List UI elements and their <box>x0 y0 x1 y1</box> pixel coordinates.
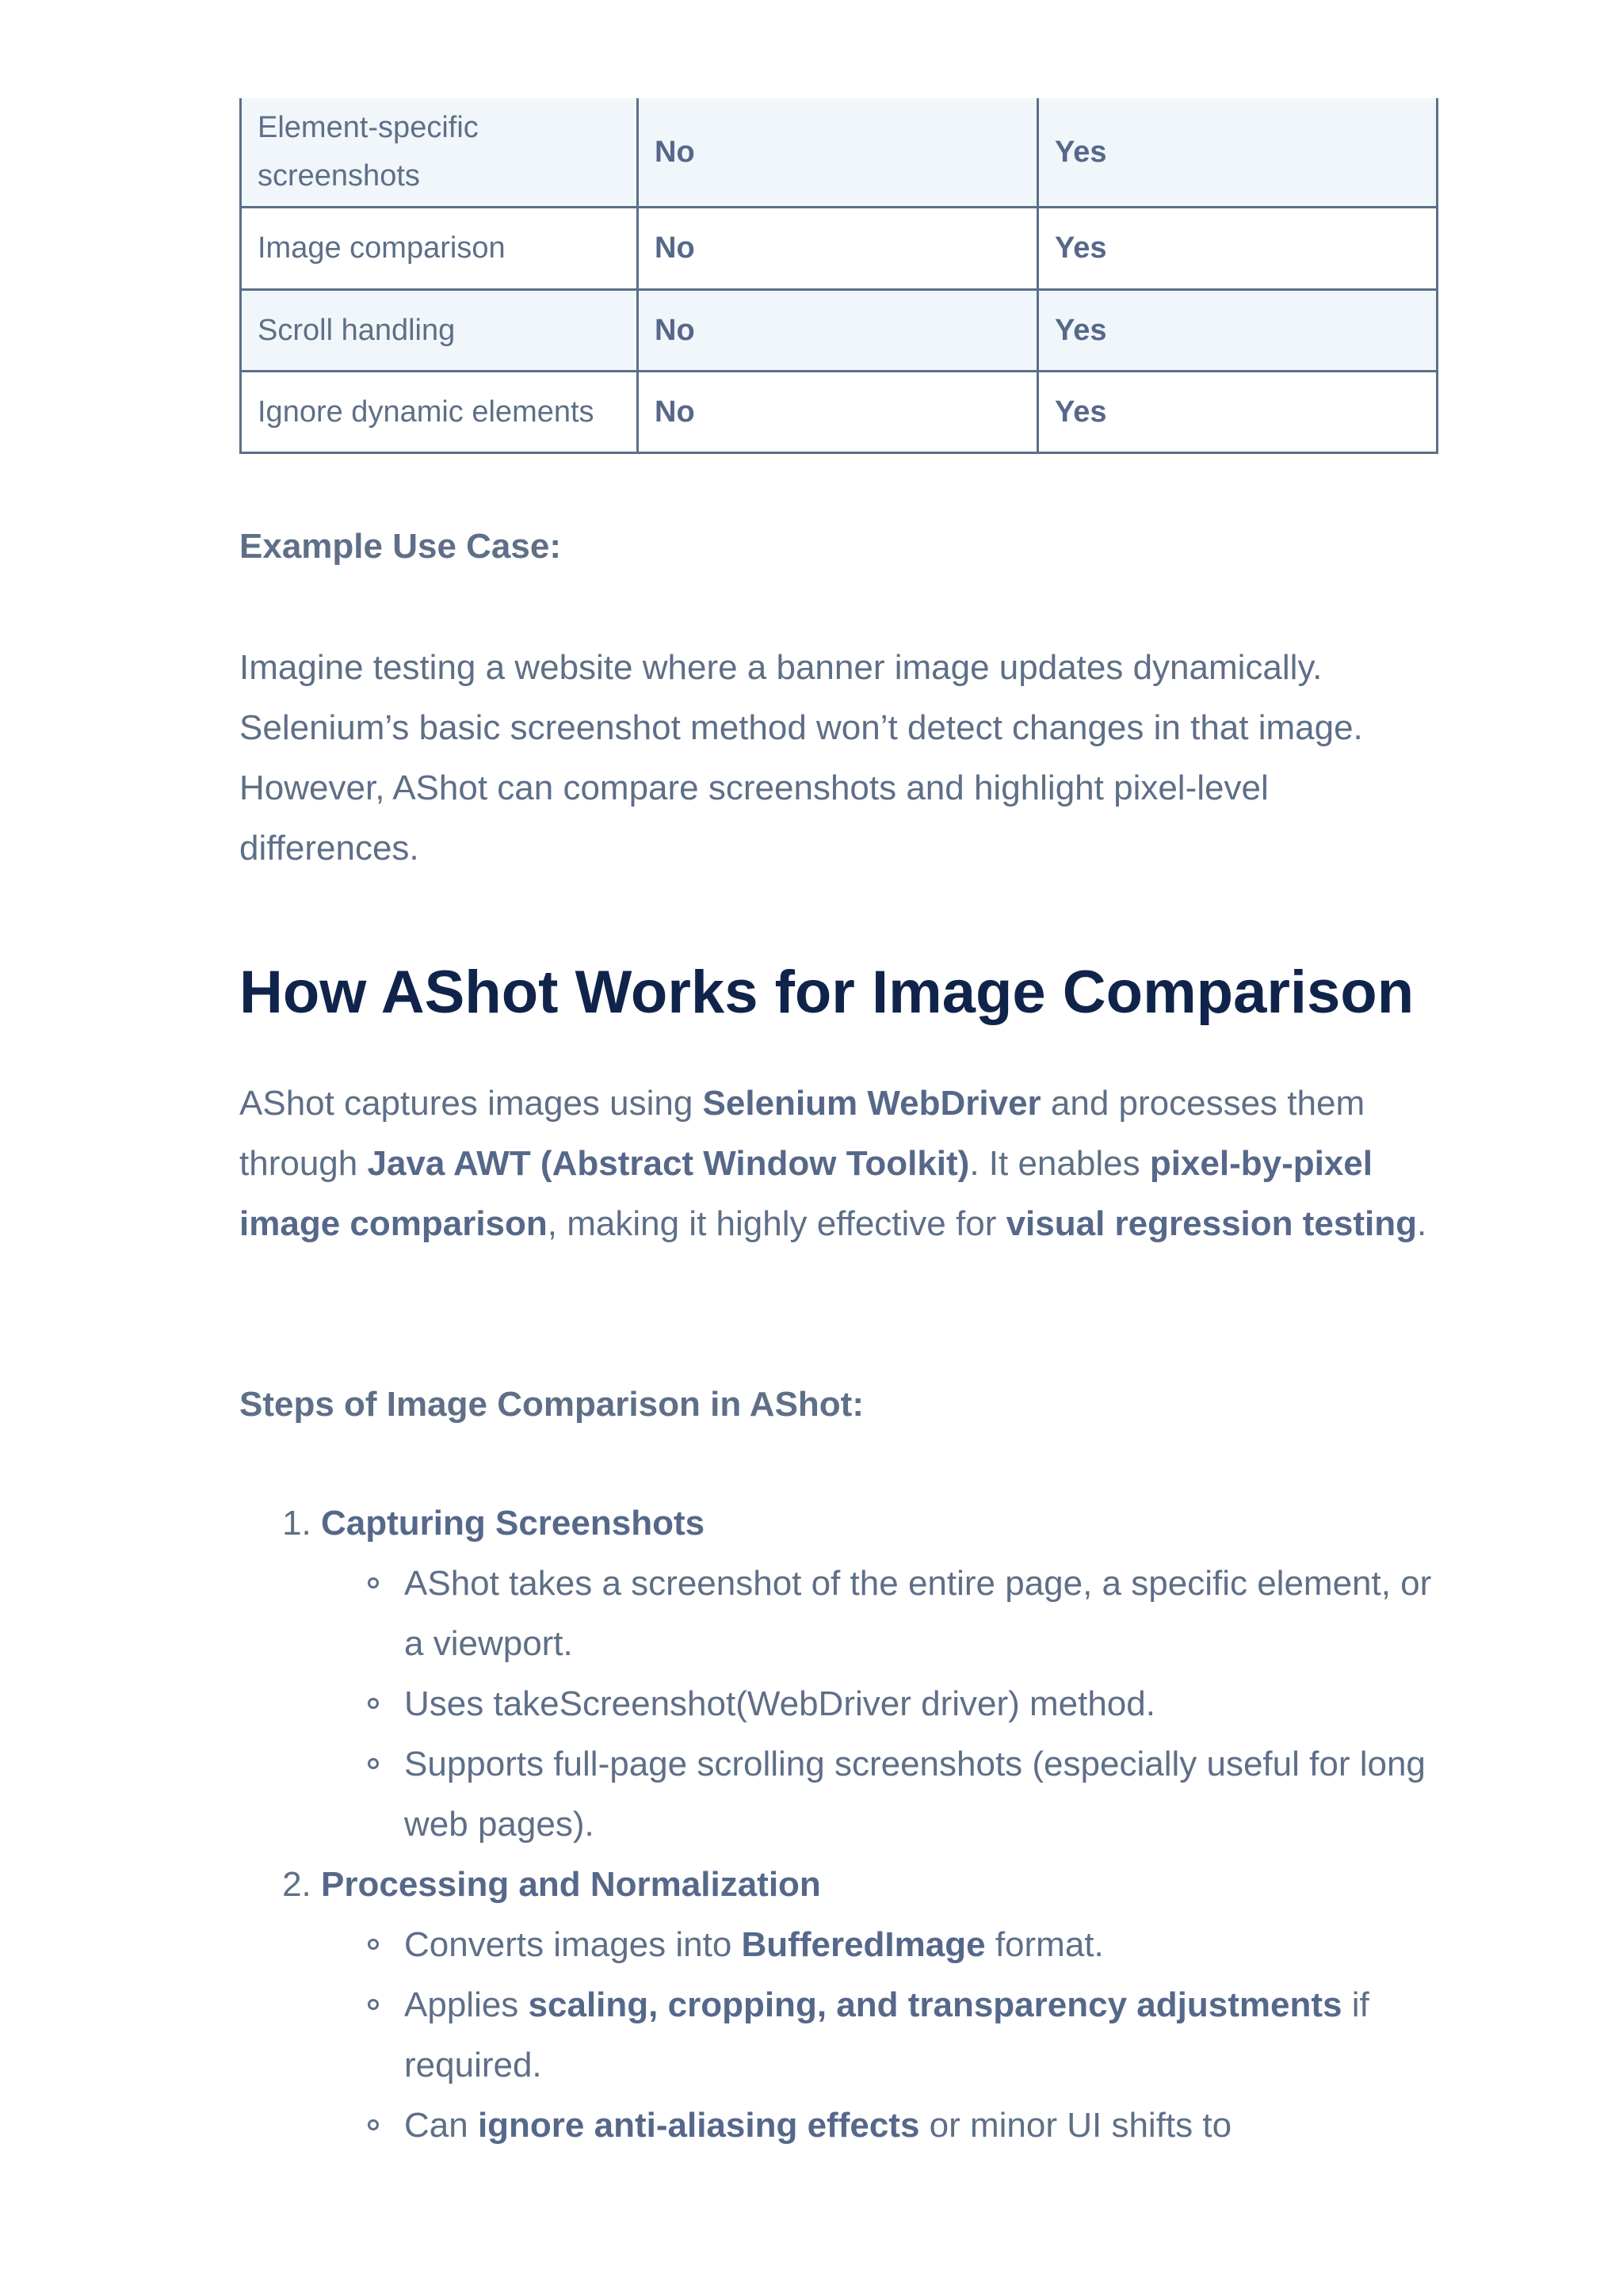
list-item: Can ignore anti-aliasing effects or minor UI shifts to <box>404 2096 1436 2156</box>
comparison-table <box>239 98 1438 454</box>
selenium-cell: No <box>638 98 1038 208</box>
steps-list <box>239 1493 1436 2156</box>
table-row <box>241 98 1438 208</box>
feature-cell: Ignore dynamic elements <box>241 372 638 453</box>
ashot-cell: Yes <box>1038 208 1438 290</box>
ashot-cell: Yes <box>1038 290 1438 372</box>
table-row <box>241 208 1438 290</box>
intro-text: , making it highly effective for <box>547 1204 1006 1243</box>
section-heading: How AShot Works for Image Comparison <box>239 959 1415 1026</box>
list-item: Supports full-page scrolling screenshots (especially useful for long web pages). <box>404 1734 1436 1855</box>
list-item <box>321 1493 1436 1855</box>
selenium-cell: No <box>638 208 1038 290</box>
list-item <box>321 1855 1436 2156</box>
list-item: Uses takeScreenshot(WebDriver driver) method. <box>404 1674 1436 1734</box>
sub-list <box>321 1915 1436 2156</box>
ashot-cell: Yes <box>1038 372 1438 453</box>
sub-list <box>321 1554 1436 1855</box>
feature-cell: Image comparison <box>241 208 638 290</box>
step-title: Capturing Screenshots <box>321 1504 705 1543</box>
selenium-cell: No <box>638 290 1038 372</box>
intro-text: and processes them through <box>239 1084 1365 1183</box>
intro-paragraph <box>239 1074 1428 1254</box>
intro-bold-webdriver: Selenium WebDriver <box>702 1084 1041 1123</box>
list-item: Applies scaling, cropping, and transparency adjustments if required. <box>404 1975 1436 2096</box>
list-item: AShot takes a screenshot of the entire page, a specific element, or a viewport. <box>404 1554 1436 1674</box>
ashot-cell: Yes <box>1038 98 1438 208</box>
intro-text: . <box>1416 1204 1427 1243</box>
step-title: Processing and Normalization <box>321 1865 821 1904</box>
table-row <box>241 372 1438 453</box>
selenium-cell: No <box>638 372 1038 453</box>
example-paragraph: Imagine testing a website where a banner image updates dynamically. Selenium’s basic screenshot method won’t detect changes in that image. However, AShot can compare screenshots and highlight pixel-level differences. <box>239 648 1363 868</box>
list-item: Converts images into BufferedImage format. <box>404 1915 1436 1975</box>
feature-cell: Scroll handling <box>241 290 638 372</box>
intro-bold-awt: Java AWT (Abstract Window Toolkit) <box>367 1144 970 1183</box>
intro-bold-pixel: pixel-by-pixel image comparison <box>239 1144 1373 1243</box>
intro-text: AShot captures images using <box>239 1084 703 1123</box>
steps-label: Steps of Image Comparison in AShot: <box>239 1385 864 1424</box>
intro-bold-regression: visual regression testing <box>1006 1204 1417 1243</box>
feature-cell: Element-specific screenshots <box>241 98 638 208</box>
table-row <box>241 290 1438 372</box>
example-label: Example Use Case: <box>239 527 561 566</box>
intro-text: . It enables <box>969 1144 1150 1183</box>
